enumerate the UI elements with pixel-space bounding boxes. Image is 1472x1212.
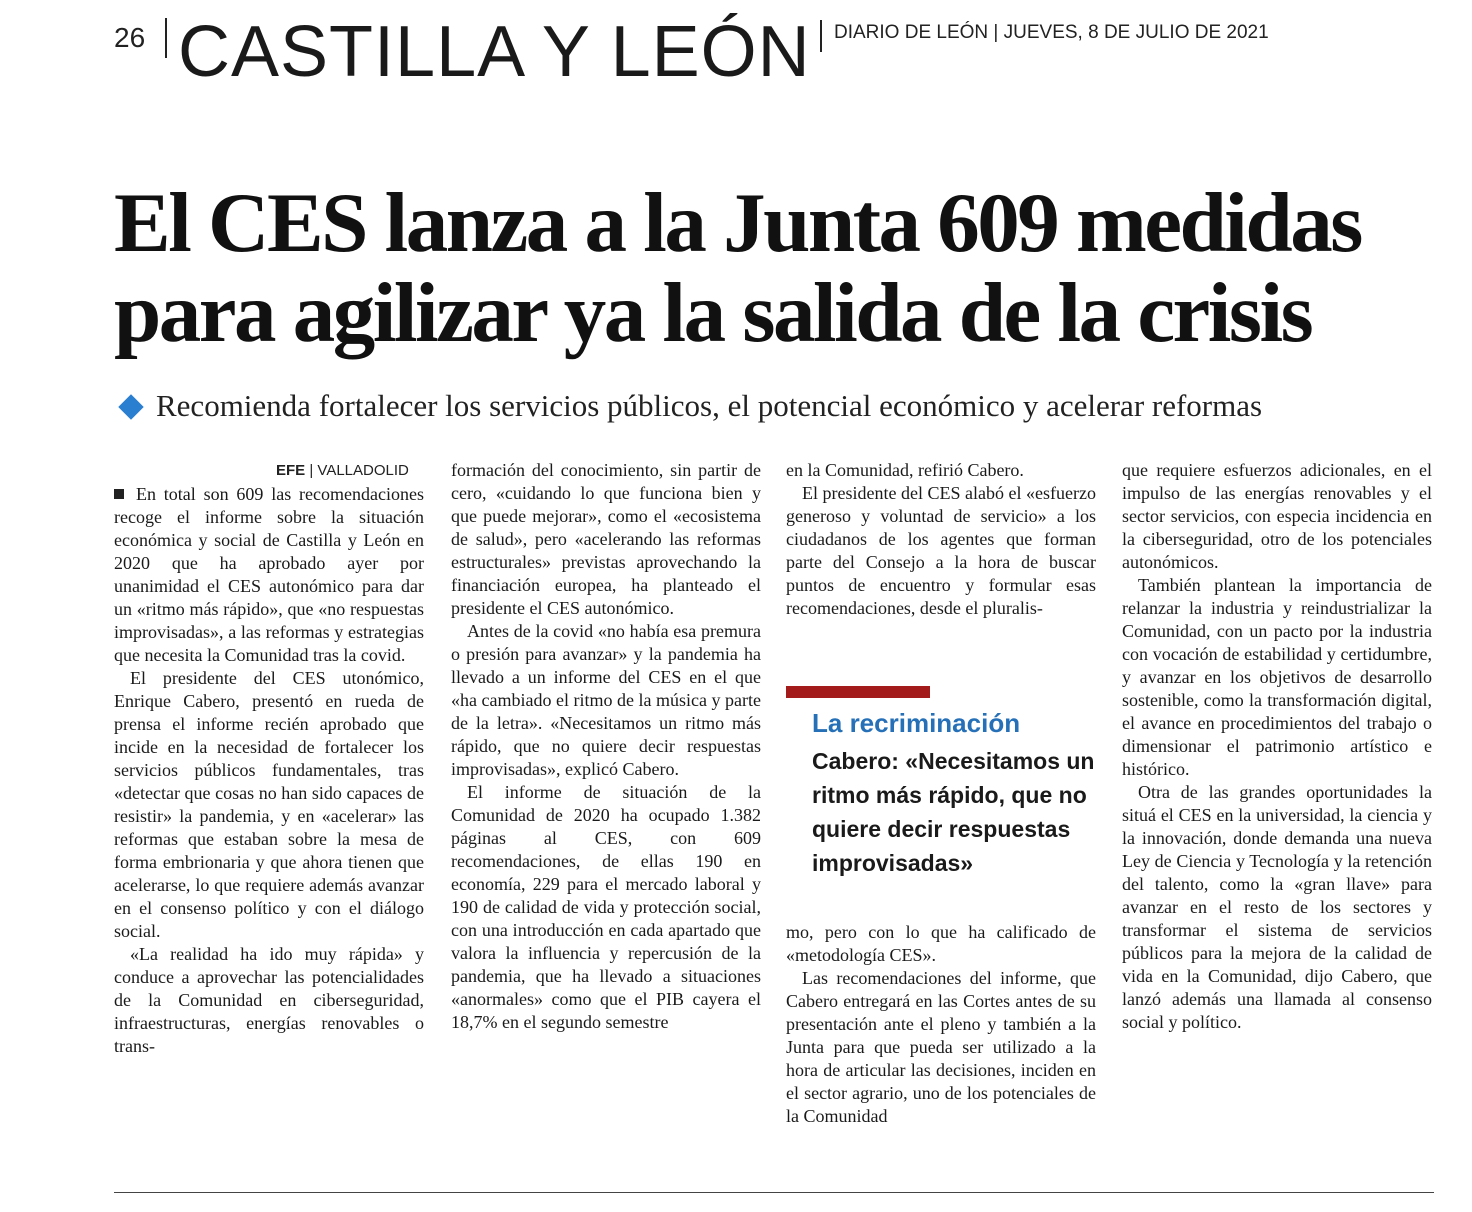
byline-place: VALLADOLID: [317, 462, 409, 479]
article-column-3-bottom: [786, 921, 1096, 1128]
paragraph: «La realidad ha ido muy rápida» y conduce a aprovechar las potencialidades de la Comunidad en ciberseguridad, infraestructuras, energías renovables o trans-: [114, 944, 424, 1056]
article-subheadline: [118, 388, 1458, 424]
article-headline: El CES lanza a la Junta 609 medidas para agilizar ya la salida de la crisis: [114, 176, 1361, 360]
sidebar-accent-bar: [786, 686, 930, 698]
sidebar-kicker: La recriminación: [812, 708, 1021, 738]
paragraph: El informe de situación de la Comunidad de 2020 ha ocupado 1.382 páginas al CES, con 609 recomendaciones, de ellas 190 en economía, 229 para el mercado laboral y 190 de calidad de vida y protección social, con una introducción en cada apartado que valora la influencia y repercusión de la pandemia, que ha llevado a situaciones «anormales» como que el PIB cayera el 18,7% en el segundo semestre: [451, 782, 761, 1032]
byline: EFE | VALLADOLID: [276, 462, 409, 479]
diamond-bullet-icon: [118, 395, 143, 420]
paragraph: formación del conocimiento, sin partir de cero, «cuidando lo que funciona bien y que puede mejorar», como el «ecosistema de salud», pero «acelerando las reformas estructurales» previstas aprovechando la financiación europea, ha planteado el presidente el CES autonómico.: [451, 460, 761, 618]
bottom-rule: [114, 1192, 1434, 1193]
paragraph: El presidente del CES alabó el «esfuerzo generoso y voluntad de servicio» a los ciudadanos de los agentes que forman parte del Consejo a la hora de buscar puntos de encuentro y formular esas recomendaciones, desde el pluralis-: [786, 483, 1096, 618]
article-column-1: [114, 483, 424, 1058]
article-column-2: [451, 459, 761, 1034]
dateline: DIARIO DE LEÓN | JUEVES, 8 DE JULIO DE 2021: [834, 22, 1269, 43]
paragraph: Antes de la covid «no había esa premura o presión para avanzar» y la pandemia ha llevado a un informe del CES en el que «ha cambiado el ritmo de la música y parte de la letra». «Necesitamos un ritmo más rápido, que no quiere decir respuestas improvisadas», explicó Cabero.: [451, 621, 761, 779]
paragraph: Otra de las grandes oportunidades la situá el CES en la universidad, la ciencia y la innovación, donde demanda una nueva Ley de Ciencia y Tecnología y la retención del talento, como la «gran llave» para avanzar en el resto de los sectores y transformar el sistema de servicios públicos para la mejora de la calidad de vida en la Comunidad, dijo Cabero, que lanzó además una llamada al consenso social y político.: [1122, 782, 1432, 1032]
page-number: 26: [114, 22, 146, 53]
paragraph: mo, pero con lo que ha calificado de «metodología CES».: [786, 922, 1096, 965]
header-divider: [165, 18, 167, 58]
article-column-4: [1122, 459, 1432, 1034]
paragraph: También plantean la importancia de relanzar la industria y reindustrializar la Comunidad, con un pacto por la industria con vocación de estabilidad y certidumbre, y avanzar en los objetivos de desarrollo sostenible, como la transformación digital, el avance en procedimientos del trabajo o dimensionar el patrimonio artístico e histórico.: [1122, 575, 1432, 779]
paragraph: en la Comunidad, refirió Cabero.: [786, 460, 1024, 480]
paragraph: El presidente del CES utonómico, Enrique Cabero, presentó en rueda de prensa el informe recién aprobado que incide en la necesidad de fortalecer los servicios públicos fundamentales, tras «detectar que cosas no han sido capaces de resistir» la pandemia, y en «acelerar» las reformas que estaban sobre la mesa de forma embrionaria y que ahora tienen que acelerarse, lo que requiere además avanzar en el consenso político y con el diálogo social.: [114, 668, 424, 941]
square-bullet-icon: [114, 489, 124, 499]
byline-agency: EFE: [276, 462, 306, 479]
subheadline-text: Recomienda fortalecer los servicios públicos, el potencial económico y acelerar reformas: [156, 388, 1263, 423]
section-title: CASTILLA Y LEÓN: [178, 12, 811, 92]
paragraph: Las recomendaciones del informe, que Cabero entregará en las Cortes antes de su presentación ante el pleno y también a la Junta para que pueda ser utilizado a la hora de articular las decisiones, inciden en el sector agrario, uno de los potenciales de la Comunidad: [786, 968, 1096, 1126]
article-column-3-top: [786, 459, 1096, 620]
paragraph: En total son 609 las recomendaciones recoge el informe sobre la situación económica y social de Castilla y León en 2020 que ha aprobado ayer por unanimidad el CES autonómico para dar un «ritmo más rápido», que «no respuestas improvisadas», a las reformas y estrategias que necesita la Comunidad tras la covid.: [114, 484, 424, 665]
paragraph: que requiere esfuerzos adicionales, en el impulso de las energías renovables y el sector servicios, con especia incidencia en la ciberseguridad, otro de los potenciales autonómicos.: [1122, 460, 1432, 572]
dateline-divider: [820, 20, 822, 52]
sidebar-quote: Cabero: «Necesitamos un ritmo más rápido, que no quiere decir respuestas improvisadas»: [812, 748, 1095, 876]
